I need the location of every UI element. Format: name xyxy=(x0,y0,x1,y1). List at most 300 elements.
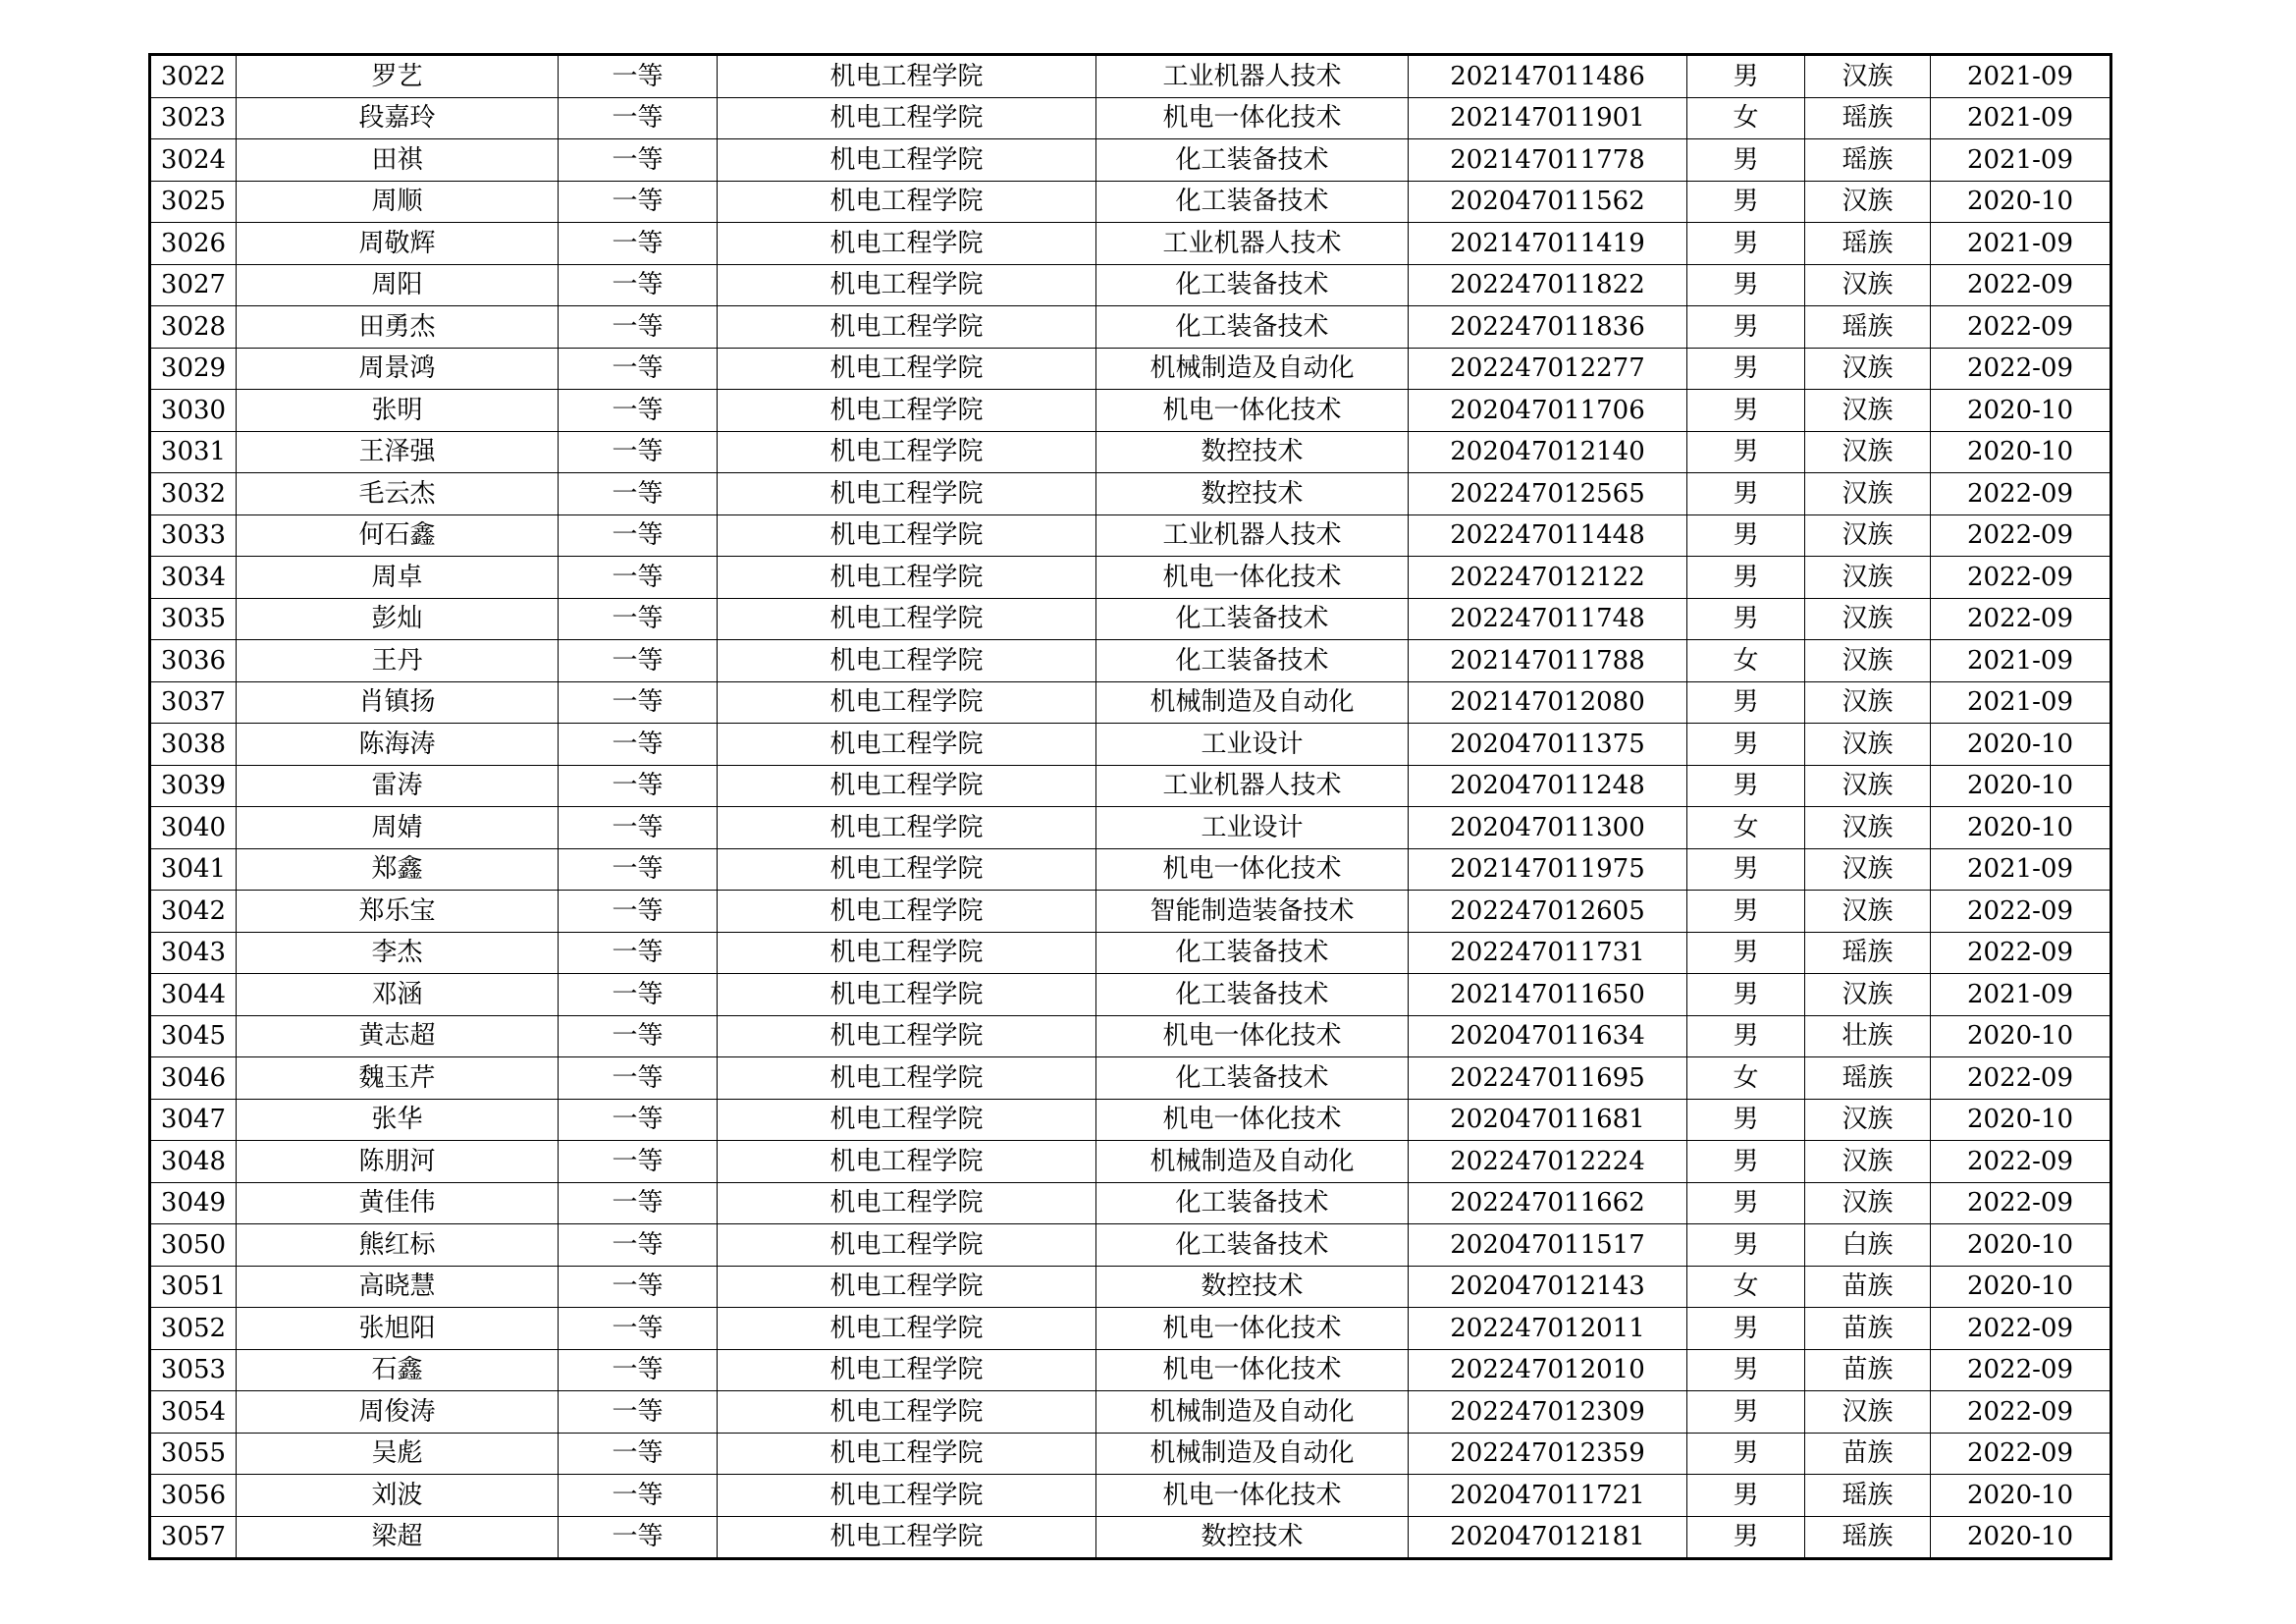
college-cell: 机电工程学院 xyxy=(718,557,1096,599)
award-grade-cell: 一等 xyxy=(559,473,718,515)
college-cell: 机电工程学院 xyxy=(718,1391,1096,1434)
award-grade-cell: 一等 xyxy=(559,1516,718,1559)
enrollment-date-cell: 2022-09 xyxy=(1931,932,2111,974)
gender-cell: 男 xyxy=(1687,1516,1805,1559)
award-grade-cell: 一等 xyxy=(559,1224,718,1267)
row-number-cell: 3022 xyxy=(150,55,237,98)
major-cell: 机械制造及自动化 xyxy=(1096,1141,1409,1183)
college-cell: 机电工程学院 xyxy=(718,1224,1096,1267)
enrollment-date-cell: 2022-09 xyxy=(1931,1057,2111,1100)
award-grade-cell: 一等 xyxy=(559,1308,718,1350)
student-id-cell: 202247011448 xyxy=(1409,514,1687,557)
college-cell: 机电工程学院 xyxy=(718,264,1096,306)
student-id-cell: 202047011721 xyxy=(1409,1475,1687,1517)
ethnicity-cell: 壮族 xyxy=(1805,1015,1931,1057)
student-id-cell: 202247012224 xyxy=(1409,1141,1687,1183)
major-cell: 工业机器人技术 xyxy=(1096,765,1409,807)
enrollment-date-cell: 2020-10 xyxy=(1931,724,2111,766)
table-row xyxy=(150,1349,2111,1391)
major-cell: 化工装备技术 xyxy=(1096,640,1409,682)
gender-cell: 男 xyxy=(1687,1224,1805,1267)
enrollment-date-cell: 2020-10 xyxy=(1931,1266,2111,1308)
college-cell: 机电工程学院 xyxy=(718,598,1096,640)
award-grade-cell: 一等 xyxy=(559,1141,718,1183)
major-cell: 化工装备技术 xyxy=(1096,1057,1409,1100)
table-row xyxy=(150,1475,2111,1517)
enrollment-date-cell: 2021-09 xyxy=(1931,223,2111,265)
gender-cell: 男 xyxy=(1687,390,1805,432)
student-name-cell: 张旭阳 xyxy=(237,1308,559,1350)
student-name-cell: 张明 xyxy=(237,390,559,432)
award-grade-cell: 一等 xyxy=(559,598,718,640)
gender-cell: 男 xyxy=(1687,974,1805,1016)
enrollment-date-cell: 2020-10 xyxy=(1931,1015,2111,1057)
award-grade-cell: 一等 xyxy=(559,932,718,974)
award-grade-cell: 一等 xyxy=(559,1475,718,1517)
table-row xyxy=(150,1391,2111,1434)
enrollment-date-cell: 2022-09 xyxy=(1931,1349,2111,1391)
row-number-cell: 3052 xyxy=(150,1308,237,1350)
award-grade-cell: 一等 xyxy=(559,681,718,724)
table-row xyxy=(150,390,2111,432)
table-row xyxy=(150,848,2111,891)
ethnicity-cell: 汉族 xyxy=(1805,1099,1931,1141)
student-name-cell: 周阳 xyxy=(237,264,559,306)
row-number-cell: 3038 xyxy=(150,724,237,766)
enrollment-date-cell: 2022-09 xyxy=(1931,264,2111,306)
row-number-cell: 3030 xyxy=(150,390,237,432)
ethnicity-cell: 汉族 xyxy=(1805,557,1931,599)
major-cell: 化工装备技术 xyxy=(1096,974,1409,1016)
gender-cell: 男 xyxy=(1687,765,1805,807)
row-number-cell: 3037 xyxy=(150,681,237,724)
table-row xyxy=(150,431,2111,473)
student-name-cell: 黄志超 xyxy=(237,1015,559,1057)
enrollment-date-cell: 2022-09 xyxy=(1931,598,2111,640)
table-row xyxy=(150,306,2111,349)
row-number-cell: 3040 xyxy=(150,807,237,849)
major-cell: 工业设计 xyxy=(1096,807,1409,849)
gender-cell: 男 xyxy=(1687,724,1805,766)
award-grade-cell: 一等 xyxy=(559,807,718,849)
enrollment-date-cell: 2020-10 xyxy=(1931,390,2111,432)
college-cell: 机电工程学院 xyxy=(718,848,1096,891)
student-id-cell: 202247011822 xyxy=(1409,264,1687,306)
row-number-cell: 3043 xyxy=(150,932,237,974)
row-number-cell: 3042 xyxy=(150,891,237,933)
award-grade-cell: 一等 xyxy=(559,557,718,599)
table-row xyxy=(150,1433,2111,1475)
row-number-cell: 3023 xyxy=(150,97,237,139)
gender-cell: 男 xyxy=(1687,598,1805,640)
college-cell: 机电工程学院 xyxy=(718,473,1096,515)
ethnicity-cell: 汉族 xyxy=(1805,974,1931,1016)
student-name-cell: 罗艺 xyxy=(237,55,559,98)
gender-cell: 女 xyxy=(1687,640,1805,682)
gender-cell: 男 xyxy=(1687,1391,1805,1434)
student-id-cell: 202247012277 xyxy=(1409,348,1687,390)
row-number-cell: 3026 xyxy=(150,223,237,265)
ethnicity-cell: 苗族 xyxy=(1805,1266,1931,1308)
enrollment-date-cell: 2021-09 xyxy=(1931,97,2111,139)
ethnicity-cell: 汉族 xyxy=(1805,55,1931,98)
gender-cell: 男 xyxy=(1687,1349,1805,1391)
student-name-cell: 周俊涛 xyxy=(237,1391,559,1434)
ethnicity-cell: 汉族 xyxy=(1805,264,1931,306)
enrollment-date-cell: 2020-10 xyxy=(1931,1099,2111,1141)
table-row xyxy=(150,1057,2111,1100)
student-id-cell: 202247012122 xyxy=(1409,557,1687,599)
table-row xyxy=(150,514,2111,557)
enrollment-date-cell: 2021-09 xyxy=(1931,55,2111,98)
row-number-cell: 3035 xyxy=(150,598,237,640)
ethnicity-cell: 苗族 xyxy=(1805,1349,1931,1391)
student-id-cell: 202247011836 xyxy=(1409,306,1687,349)
gender-cell: 男 xyxy=(1687,473,1805,515)
student-id-cell: 202147011901 xyxy=(1409,97,1687,139)
major-cell: 机械制造及自动化 xyxy=(1096,348,1409,390)
student-name-cell: 何石鑫 xyxy=(237,514,559,557)
student-name-cell: 熊红标 xyxy=(237,1224,559,1267)
student-name-cell: 周敬辉 xyxy=(237,223,559,265)
major-cell: 化工装备技术 xyxy=(1096,1224,1409,1267)
gender-cell: 男 xyxy=(1687,181,1805,223)
gender-cell: 男 xyxy=(1687,1475,1805,1517)
table-row xyxy=(150,473,2111,515)
table-row xyxy=(150,807,2111,849)
award-grade-cell: 一等 xyxy=(559,848,718,891)
student-id-cell: 202147012080 xyxy=(1409,681,1687,724)
award-grade-cell: 一等 xyxy=(559,1349,718,1391)
table-row xyxy=(150,974,2111,1016)
student-id-cell: 202047012140 xyxy=(1409,431,1687,473)
award-grade-cell: 一等 xyxy=(559,1015,718,1057)
ethnicity-cell: 汉族 xyxy=(1805,1182,1931,1224)
major-cell: 机电一体化技术 xyxy=(1096,1349,1409,1391)
major-cell: 机电一体化技术 xyxy=(1096,97,1409,139)
major-cell: 机电一体化技术 xyxy=(1096,1475,1409,1517)
row-number-cell: 3047 xyxy=(150,1099,237,1141)
student-name-cell: 魏玉芹 xyxy=(237,1057,559,1100)
major-cell: 化工装备技术 xyxy=(1096,264,1409,306)
gender-cell: 男 xyxy=(1687,514,1805,557)
table-row xyxy=(150,891,2111,933)
college-cell: 机电工程学院 xyxy=(718,807,1096,849)
ethnicity-cell: 苗族 xyxy=(1805,1308,1931,1350)
student-name-cell: 毛云杰 xyxy=(237,473,559,515)
ethnicity-cell: 汉族 xyxy=(1805,891,1931,933)
award-grade-cell: 一等 xyxy=(559,1433,718,1475)
college-cell: 机电工程学院 xyxy=(718,1099,1096,1141)
row-number-cell: 3036 xyxy=(150,640,237,682)
award-grade-cell: 一等 xyxy=(559,97,718,139)
college-cell: 机电工程学院 xyxy=(718,1057,1096,1100)
enrollment-date-cell: 2020-10 xyxy=(1931,181,2111,223)
student-id-cell: 202247012010 xyxy=(1409,1349,1687,1391)
major-cell: 机械制造及自动化 xyxy=(1096,1433,1409,1475)
ethnicity-cell: 汉族 xyxy=(1805,640,1931,682)
college-cell: 机电工程学院 xyxy=(718,431,1096,473)
student-roster-table xyxy=(148,53,2112,1560)
ethnicity-cell: 汉族 xyxy=(1805,1391,1931,1434)
student-id-cell: 202247011731 xyxy=(1409,932,1687,974)
college-cell: 机电工程学院 xyxy=(718,390,1096,432)
gender-cell: 男 xyxy=(1687,431,1805,473)
student-name-cell: 邓涵 xyxy=(237,974,559,1016)
college-cell: 机电工程学院 xyxy=(718,223,1096,265)
gender-cell: 男 xyxy=(1687,264,1805,306)
student-id-cell: 202047012181 xyxy=(1409,1516,1687,1559)
row-number-cell: 3053 xyxy=(150,1349,237,1391)
student-id-cell: 202247011695 xyxy=(1409,1057,1687,1100)
ethnicity-cell: 瑶族 xyxy=(1805,1057,1931,1100)
student-id-cell: 202147011486 xyxy=(1409,55,1687,98)
student-id-cell: 202147011650 xyxy=(1409,974,1687,1016)
ethnicity-cell: 汉族 xyxy=(1805,390,1931,432)
college-cell: 机电工程学院 xyxy=(718,1266,1096,1308)
table-row xyxy=(150,1015,2111,1057)
college-cell: 机电工程学院 xyxy=(718,1516,1096,1559)
enrollment-date-cell: 2020-10 xyxy=(1931,431,2111,473)
row-number-cell: 3029 xyxy=(150,348,237,390)
gender-cell: 男 xyxy=(1687,848,1805,891)
row-number-cell: 3050 xyxy=(150,1224,237,1267)
enrollment-date-cell: 2020-10 xyxy=(1931,1224,2111,1267)
student-id-cell: 202047011248 xyxy=(1409,765,1687,807)
award-grade-cell: 一等 xyxy=(559,640,718,682)
ethnicity-cell: 瑶族 xyxy=(1805,1516,1931,1559)
major-cell: 化工装备技术 xyxy=(1096,1182,1409,1224)
major-cell: 智能制造装备技术 xyxy=(1096,891,1409,933)
enrollment-date-cell: 2022-09 xyxy=(1931,891,2111,933)
enrollment-date-cell: 2022-09 xyxy=(1931,1182,2111,1224)
major-cell: 机电一体化技术 xyxy=(1096,1308,1409,1350)
table-row xyxy=(150,1308,2111,1350)
enrollment-date-cell: 2021-09 xyxy=(1931,848,2111,891)
award-grade-cell: 一等 xyxy=(559,1099,718,1141)
ethnicity-cell: 瑶族 xyxy=(1805,932,1931,974)
student-name-cell: 雷涛 xyxy=(237,765,559,807)
row-number-cell: 3041 xyxy=(150,848,237,891)
student-name-cell: 周顺 xyxy=(237,181,559,223)
row-number-cell: 3027 xyxy=(150,264,237,306)
college-cell: 机电工程学院 xyxy=(718,932,1096,974)
student-id-cell: 202147011778 xyxy=(1409,139,1687,182)
college-cell: 机电工程学院 xyxy=(718,1308,1096,1350)
major-cell: 数控技术 xyxy=(1096,431,1409,473)
student-id-cell: 202247012359 xyxy=(1409,1433,1687,1475)
major-cell: 数控技术 xyxy=(1096,473,1409,515)
gender-cell: 男 xyxy=(1687,1433,1805,1475)
major-cell: 化工装备技术 xyxy=(1096,181,1409,223)
major-cell: 工业机器人技术 xyxy=(1096,514,1409,557)
award-grade-cell: 一等 xyxy=(559,514,718,557)
table-row xyxy=(150,1266,2111,1308)
major-cell: 工业机器人技术 xyxy=(1096,223,1409,265)
award-grade-cell: 一等 xyxy=(559,1057,718,1100)
ethnicity-cell: 汉族 xyxy=(1805,681,1931,724)
student-name-cell: 李杰 xyxy=(237,932,559,974)
student-id-cell: 202247012309 xyxy=(1409,1391,1687,1434)
enrollment-date-cell: 2021-09 xyxy=(1931,640,2111,682)
award-grade-cell: 一等 xyxy=(559,765,718,807)
college-cell: 机电工程学院 xyxy=(718,640,1096,682)
ethnicity-cell: 瑶族 xyxy=(1805,139,1931,182)
college-cell: 机电工程学院 xyxy=(718,974,1096,1016)
college-cell: 机电工程学院 xyxy=(718,1141,1096,1183)
college-cell: 机电工程学院 xyxy=(718,1182,1096,1224)
table-row xyxy=(150,264,2111,306)
table-row xyxy=(150,1141,2111,1183)
major-cell: 数控技术 xyxy=(1096,1266,1409,1308)
student-name-cell: 郑乐宝 xyxy=(237,891,559,933)
roster-body xyxy=(150,55,2111,1559)
row-number-cell: 3044 xyxy=(150,974,237,1016)
student-id-cell: 202147011419 xyxy=(1409,223,1687,265)
student-name-cell: 石鑫 xyxy=(237,1349,559,1391)
student-id-cell: 202047011634 xyxy=(1409,1015,1687,1057)
gender-cell: 男 xyxy=(1687,1308,1805,1350)
award-grade-cell: 一等 xyxy=(559,431,718,473)
ethnicity-cell: 汉族 xyxy=(1805,765,1931,807)
table-row xyxy=(150,598,2111,640)
enrollment-date-cell: 2022-09 xyxy=(1931,514,2111,557)
ethnicity-cell: 汉族 xyxy=(1805,848,1931,891)
college-cell: 机电工程学院 xyxy=(718,97,1096,139)
major-cell: 工业机器人技术 xyxy=(1096,55,1409,98)
student-name-cell: 周卓 xyxy=(237,557,559,599)
major-cell: 化工装备技术 xyxy=(1096,932,1409,974)
major-cell: 化工装备技术 xyxy=(1096,139,1409,182)
award-grade-cell: 一等 xyxy=(559,223,718,265)
row-number-cell: 3045 xyxy=(150,1015,237,1057)
enrollment-date-cell: 2022-09 xyxy=(1931,1141,2111,1183)
table-row xyxy=(150,557,2111,599)
row-number-cell: 3056 xyxy=(150,1475,237,1517)
row-number-cell: 3057 xyxy=(150,1516,237,1559)
gender-cell: 男 xyxy=(1687,223,1805,265)
table-row xyxy=(150,1224,2111,1267)
gender-cell: 男 xyxy=(1687,306,1805,349)
student-name-cell: 田勇杰 xyxy=(237,306,559,349)
gender-cell: 男 xyxy=(1687,1182,1805,1224)
table-row xyxy=(150,765,2111,807)
college-cell: 机电工程学院 xyxy=(718,181,1096,223)
award-grade-cell: 一等 xyxy=(559,181,718,223)
table-row xyxy=(150,724,2111,766)
gender-cell: 男 xyxy=(1687,348,1805,390)
college-cell: 机电工程学院 xyxy=(718,1433,1096,1475)
table-row xyxy=(150,1099,2111,1141)
student-id-cell: 202047011375 xyxy=(1409,724,1687,766)
college-cell: 机电工程学院 xyxy=(718,306,1096,349)
row-number-cell: 3048 xyxy=(150,1141,237,1183)
gender-cell: 女 xyxy=(1687,97,1805,139)
award-grade-cell: 一等 xyxy=(559,348,718,390)
enrollment-date-cell: 2020-10 xyxy=(1931,1516,2111,1559)
table-row xyxy=(150,223,2111,265)
enrollment-date-cell: 2022-09 xyxy=(1931,348,2111,390)
student-name-cell: 田祺 xyxy=(237,139,559,182)
ethnicity-cell: 瑶族 xyxy=(1805,306,1931,349)
award-grade-cell: 一等 xyxy=(559,1182,718,1224)
gender-cell: 男 xyxy=(1687,1141,1805,1183)
major-cell: 机电一体化技术 xyxy=(1096,1015,1409,1057)
enrollment-date-cell: 2022-09 xyxy=(1931,557,2111,599)
enrollment-date-cell: 2020-10 xyxy=(1931,807,2111,849)
row-number-cell: 3046 xyxy=(150,1057,237,1100)
table-row xyxy=(150,139,2111,182)
row-number-cell: 3055 xyxy=(150,1433,237,1475)
gender-cell: 女 xyxy=(1687,807,1805,849)
enrollment-date-cell: 2021-09 xyxy=(1931,139,2111,182)
row-number-cell: 3054 xyxy=(150,1391,237,1434)
gender-cell: 男 xyxy=(1687,55,1805,98)
table-row xyxy=(150,348,2111,390)
award-grade-cell: 一等 xyxy=(559,390,718,432)
gender-cell: 女 xyxy=(1687,1057,1805,1100)
ethnicity-cell: 白族 xyxy=(1805,1224,1931,1267)
row-number-cell: 3031 xyxy=(150,431,237,473)
table-row xyxy=(150,55,2111,98)
row-number-cell: 3028 xyxy=(150,306,237,349)
major-cell: 工业设计 xyxy=(1096,724,1409,766)
enrollment-date-cell: 2022-09 xyxy=(1931,473,2111,515)
college-cell: 机电工程学院 xyxy=(718,891,1096,933)
student-name-cell: 郑鑫 xyxy=(237,848,559,891)
gender-cell: 男 xyxy=(1687,681,1805,724)
row-number-cell: 3025 xyxy=(150,181,237,223)
major-cell: 化工装备技术 xyxy=(1096,306,1409,349)
enrollment-date-cell: 2022-09 xyxy=(1931,306,2111,349)
ethnicity-cell: 汉族 xyxy=(1805,348,1931,390)
row-number-cell: 3039 xyxy=(150,765,237,807)
enrollment-date-cell: 2021-09 xyxy=(1931,974,2111,1016)
student-name-cell: 吴彪 xyxy=(237,1433,559,1475)
table-row xyxy=(150,1182,2111,1224)
ethnicity-cell: 汉族 xyxy=(1805,431,1931,473)
college-cell: 机电工程学院 xyxy=(718,724,1096,766)
ethnicity-cell: 汉族 xyxy=(1805,514,1931,557)
row-number-cell: 3032 xyxy=(150,473,237,515)
gender-cell: 男 xyxy=(1687,932,1805,974)
student-name-cell: 陈朋河 xyxy=(237,1141,559,1183)
ethnicity-cell: 瑶族 xyxy=(1805,1475,1931,1517)
table-row xyxy=(150,97,2111,139)
student-name-cell: 陈海涛 xyxy=(237,724,559,766)
student-name-cell: 张华 xyxy=(237,1099,559,1141)
row-number-cell: 3049 xyxy=(150,1182,237,1224)
row-number-cell: 3034 xyxy=(150,557,237,599)
student-id-cell: 202047012143 xyxy=(1409,1266,1687,1308)
enrollment-date-cell: 2020-10 xyxy=(1931,765,2111,807)
gender-cell: 女 xyxy=(1687,1266,1805,1308)
table-row xyxy=(150,181,2111,223)
student-name-cell: 周婧 xyxy=(237,807,559,849)
award-grade-cell: 一等 xyxy=(559,306,718,349)
major-cell: 机电一体化技术 xyxy=(1096,1099,1409,1141)
enrollment-date-cell: 2022-09 xyxy=(1931,1308,2111,1350)
ethnicity-cell: 苗族 xyxy=(1805,1433,1931,1475)
student-id-cell: 202247012605 xyxy=(1409,891,1687,933)
award-grade-cell: 一等 xyxy=(559,891,718,933)
enrollment-date-cell: 2022-09 xyxy=(1931,1433,2111,1475)
award-grade-cell: 一等 xyxy=(559,724,718,766)
major-cell: 机电一体化技术 xyxy=(1096,557,1409,599)
enrollment-date-cell: 2022-09 xyxy=(1931,1391,2111,1434)
ethnicity-cell: 汉族 xyxy=(1805,598,1931,640)
student-id-cell: 202047011706 xyxy=(1409,390,1687,432)
